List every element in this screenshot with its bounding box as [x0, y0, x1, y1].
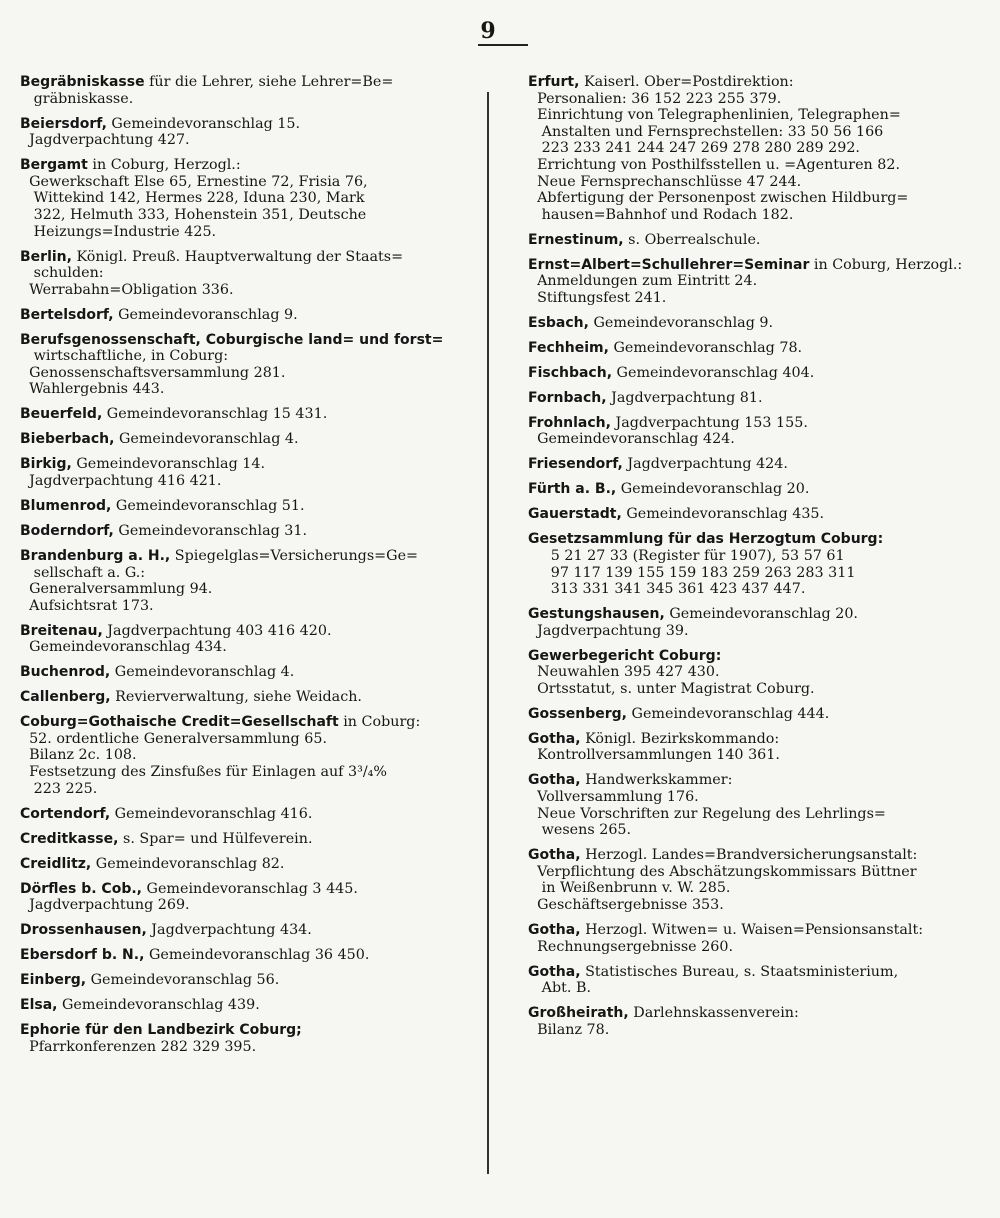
index-entry-line: 97 117 139 155 159 183 259 263 283 311 [528, 564, 856, 581]
index-headword: Birkig, [20, 456, 72, 473]
index-headword: Gesetzsammlung für das Herzogtum Coburg: [528, 531, 884, 548]
index-entry-line: Bilanz 78. [528, 1021, 610, 1038]
index-entry [20, 997, 460, 1014]
index-headword: Fornbach, [528, 389, 607, 406]
index-headword: Elsa, [20, 997, 58, 1014]
index-entry [528, 365, 970, 382]
index-entry-line: Gemeindevoranschlag 434. [20, 639, 227, 656]
index-entry-line: Anstalten und Fernsprechstellen: 33 50 56 166 [528, 123, 884, 140]
index-entry-first-line [20, 664, 460, 681]
index-entry-line: Heizungs=Industrie 425. [20, 223, 217, 240]
index-headword: Fürth a. B., [528, 481, 617, 498]
column-divider [487, 92, 489, 1174]
index-headword: Frohnlach, [528, 414, 611, 431]
index-entry-line: schulden: [20, 265, 104, 282]
index-entry-text: Jagdverpachtung 424. [622, 456, 788, 473]
index-entry-line: 313 331 341 345 361 423 437 447. [528, 581, 806, 598]
index-entry-text: Herzogl. Landes=Brandversicherungsanstalt: [580, 847, 918, 864]
index-entry-first-line [528, 456, 970, 473]
index-entry-line: Gemeindevoranschlag 424. [528, 431, 735, 448]
index-entry-text: Gemeindevoranschlag 9. [113, 306, 298, 323]
index-entry-first-line [20, 947, 460, 964]
index-entry-line: 223 233 241 244 247 269 278 280 289 292. [528, 140, 860, 157]
index-entry-first-line [528, 1005, 970, 1022]
index-entry-line: Neuwahlen 395 427 430. [528, 664, 720, 681]
index-entry-first-line [528, 415, 970, 432]
index-entry-first-line [528, 606, 970, 623]
index-entry-line: Bilanz 2c. 108. [20, 747, 137, 764]
index-entry-first-line [528, 772, 970, 789]
index-headword: Dörfles b. Cob., [20, 880, 142, 897]
index-entry-first-line [20, 972, 460, 989]
index-entry-text: Herzogl. Witwen= u. Waisen=Pensionsanstalt: [580, 921, 924, 938]
index-entry-text: Königl. Bezirkskommando: [580, 730, 780, 747]
index-headword: Gewerbegericht Coburg: [528, 647, 722, 664]
index-entry-text: Gemeindevoranschlag 20. [664, 606, 858, 623]
index-entry-line: sellschaft a. G.: [20, 564, 146, 581]
index-entry-line: Festsetzung des Zinsfußes für Einlagen auf 3³/₄% [20, 764, 387, 781]
index-entry-line: Aufsichtsrat 173. [20, 597, 154, 614]
index-entry-text: Gemeindevoranschlag 4. [114, 431, 299, 448]
index-entry-line: Vollversammlung 176. [528, 789, 699, 806]
index-entry-first-line [20, 997, 460, 1014]
index-headword: Fechheim, [528, 339, 609, 356]
index-headword: Ernestinum, [528, 231, 624, 248]
index-headword: Begräbniskasse [20, 74, 145, 90]
index-entry-first-line [20, 881, 460, 898]
index-entry [528, 481, 970, 498]
index-entry [20, 1022, 460, 1055]
index-entry [528, 922, 970, 955]
index-entry-first-line [528, 481, 970, 498]
index-entry-text: Gemeindevoranschlag 78. [608, 339, 803, 356]
index-entry-first-line [20, 548, 460, 565]
index-entry-line: Werrabahn=Obligation 336. [20, 281, 234, 298]
index-entry-text: Gemeindevoranschlag 9. [588, 314, 774, 331]
index-entry-first-line [20, 498, 460, 515]
index-entry-text: Jagdverpachtung 403 416 420. [102, 622, 332, 639]
index-headword: Ephorie für den Landbezirk Coburg; [20, 1022, 302, 1039]
index-entry-text: Gemeindevoranschlag 36 450. [144, 947, 370, 964]
index-entry-line: Personalien: 36 152 223 255 379. [528, 90, 782, 107]
index-headword: Creditkasse, [20, 830, 119, 847]
index-entry [20, 498, 460, 515]
index-headword: Gotha, [528, 921, 581, 938]
index-entry-text: Gemeindevoranschlag 444. [627, 705, 830, 722]
index-entry-text: Gemeindevoranschlag 435. [621, 506, 825, 523]
index-entry [528, 456, 970, 473]
index-headword: Callenberg, [20, 689, 111, 706]
index-headword: Ebersdorf b. N., [20, 947, 145, 964]
index-entry [528, 531, 970, 597]
index-headword: Beiersdorf, [20, 115, 107, 132]
index-entry [20, 806, 460, 823]
index-entry-first-line [20, 157, 460, 174]
index-headword: Gossenberg, [528, 705, 627, 722]
index-entry [528, 606, 970, 639]
index-entry [20, 74, 460, 107]
index-entry-line: Stiftungsfest 241. [528, 289, 667, 306]
index-entry-text: Gemeindevoranschlag 404. [612, 364, 815, 381]
index-entry [528, 257, 970, 307]
index-entry-first-line [528, 74, 970, 91]
index-entry-first-line [20, 116, 460, 133]
index-entry-text: Gemeindevoranschlag 15. [106, 115, 301, 132]
index-entry-first-line [528, 964, 970, 981]
index-entry-text: Gemeindevoranschlag 4. [110, 664, 295, 681]
index-headword: Gotha, [528, 847, 581, 864]
index-entry [20, 249, 460, 299]
index-entry-line: Rechnungsergebnisse 260. [528, 938, 733, 955]
index-entry-text: Königl. Preuß. Hauptverwaltung der Staats= [71, 248, 404, 265]
index-headword: Einberg, [20, 972, 87, 989]
index-entry-text: Gemeindevoranschlag 31. [113, 522, 308, 539]
index-entry [20, 623, 460, 656]
index-entry-first-line [528, 922, 970, 939]
index-entry-text: Gemeindevoranschlag 51. [111, 497, 305, 514]
index-entry [20, 856, 460, 873]
index-entry-text: Gemeindevoranschlag 15 431. [102, 406, 328, 423]
index-entry-first-line [20, 74, 460, 91]
index-entry [20, 431, 460, 448]
index-headword: Ernst=Albert=Schullehrer=Seminar [528, 256, 810, 273]
index-entry-first-line [528, 232, 970, 249]
index-entry-first-line [20, 1022, 460, 1039]
index-headword: Drossenhausen, [20, 922, 147, 939]
index-entry-first-line [528, 315, 970, 332]
index-entry [20, 523, 460, 540]
index-entry-line: 322, Helmuth 333, Hohenstein 351, Deutsche [20, 206, 367, 223]
index-entry-first-line [528, 390, 970, 407]
index-entry-line: Wittekind 142, Hermes 228, Iduna 230, Mark [20, 190, 365, 207]
index-entry-first-line [20, 249, 460, 266]
index-entry-first-line [528, 365, 970, 382]
index-entry-first-line [20, 332, 460, 349]
page-number-rule [478, 44, 528, 46]
index-entry-line: Abfertigung der Personenpost zwischen Hildburg= [528, 190, 909, 207]
index-entry [20, 456, 460, 489]
index-entry-text: in Coburg: [338, 714, 421, 731]
index-entry [528, 1005, 970, 1038]
index-headword: Buchenrod, [20, 664, 111, 681]
index-entry [528, 964, 970, 997]
index-entry-line: Anmeldungen zum Eintritt 24. [528, 273, 758, 290]
index-entry-first-line [528, 531, 970, 548]
index-entry [20, 664, 460, 681]
index-entry [20, 922, 460, 939]
index-entry-line: Neue Fernsprechanschlüsse 47 244. [528, 173, 802, 190]
index-headword: Berufsgenossenschaft, Coburgische land= und forst= [20, 331, 444, 348]
index-entry-line: Jagdverpachtung 416 421. [20, 473, 222, 489]
index-entry-text: Revierverwaltung, siehe Weidach. [110, 689, 362, 706]
index-entry-text: Gemeindevoranschlag 416. [110, 805, 313, 822]
index-entry [20, 831, 460, 848]
index-entry-first-line [20, 714, 460, 731]
index-headword: Blumenrod, [20, 497, 112, 514]
index-entry-line: Gewerkschaft Else 65, Ernestine 72, Frisia 76, [20, 173, 368, 190]
index-headword: Fischbach, [528, 364, 613, 381]
index-headword: Gauerstadt, [528, 506, 622, 523]
index-entry [528, 731, 970, 764]
index-entry-first-line [20, 623, 460, 640]
index-headword: Gotha, [528, 772, 581, 789]
index-entry-text: s. Oberrealschule. [623, 231, 761, 248]
left-column [20, 74, 460, 1064]
index-entry [528, 506, 970, 523]
right-column [528, 74, 970, 1047]
index-entry-line: Verpflichtung des Abschätzungskommissars Büttner [528, 863, 917, 880]
index-entry-text: Jagdverpachtung 153 155. [610, 414, 808, 431]
index-entry [528, 74, 970, 223]
index-headword: Creidlitz, [20, 855, 92, 872]
index-entry [20, 332, 460, 398]
index-entry-first-line [20, 806, 460, 823]
index-entry-first-line [20, 689, 460, 706]
index-entry [20, 116, 460, 149]
index-entry-line: wirtschaftliche, in Coburg: [20, 348, 229, 365]
index-headword: Bergamt [20, 157, 88, 174]
index-entry [528, 706, 970, 723]
index-headword: Gotha, [528, 730, 581, 747]
index-entry-line: wesens 265. [528, 822, 632, 839]
index-entry-text: Gemeindevoranschlag 82. [91, 855, 285, 872]
index-entry-line: Jagdverpachtung 269. [20, 897, 190, 914]
index-entry [528, 415, 970, 448]
index-entry [528, 648, 970, 698]
index-entry-first-line [528, 706, 970, 723]
index-entry-text: Jagdverpachtung 434. [146, 922, 312, 939]
index-entry [20, 157, 460, 240]
index-entry [20, 714, 460, 797]
index-entry-first-line [528, 648, 970, 665]
index-entry-first-line [528, 257, 970, 274]
index-entry-line: Genossenschaftsversammlung 281. [20, 364, 286, 381]
index-headword: Bertelsdorf, [20, 306, 114, 323]
index-entry [20, 307, 460, 324]
index-headword: Gotha, [528, 963, 581, 980]
index-entry-first-line [20, 523, 460, 540]
index-headword: Cortendorf, [20, 805, 111, 822]
index-entry-line: in Weißenbrunn v. W. 285. [528, 880, 731, 897]
index-entry-text: in Coburg, Herzogl.: [87, 157, 241, 174]
index-entry-line: Kontrollversammlungen 140 361. [528, 747, 780, 764]
index-entry-line: Abt. B. [528, 980, 591, 997]
index-entry-line: Ortsstatut, s. unter Magistrat Coburg. [528, 680, 815, 697]
index-entry-first-line [20, 456, 460, 473]
index-entry-line: Wahlergebnis 443. [20, 381, 165, 398]
index-headword: Bieberbach, [20, 431, 115, 448]
index-entry [528, 315, 970, 332]
index-entry-text: in Coburg, Herzogl.: [809, 256, 963, 273]
index-entry-line: 5 21 27 33 (Register für 1907), 53 57 61 [528, 547, 845, 564]
index-entry-text: Jagdverpachtung 81. [606, 389, 763, 406]
index-entry [528, 772, 970, 838]
index-entry-text: Darlehnskassenverein: [628, 1005, 799, 1022]
index-headword: Brandenburg a. H., [20, 547, 171, 564]
index-entry-text: Gemeindevoranschlag 14. [71, 456, 265, 473]
index-entry-text: Gemeindevoranschlag 3 445. [142, 880, 358, 897]
index-entry-text: Gemeindevoranschlag 56. [86, 972, 280, 989]
index-entry-text: Gemeindevoranschlag 20. [616, 481, 810, 498]
index-entry-line: Errichtung von Posthilfsstellen u. =Agenturen 82. [528, 156, 901, 173]
index-entry [20, 972, 460, 989]
index-entry-line: gräbniskasse. [20, 90, 134, 107]
index-entry-first-line [528, 731, 970, 748]
index-entry [20, 881, 460, 914]
index-entry [20, 548, 460, 614]
index-headword: Gestungshausen, [528, 606, 665, 623]
index-entry-first-line [20, 856, 460, 873]
index-entry-line: Pfarrkonferenzen 282 329 395. [20, 1038, 257, 1055]
index-entry-line: Jagdverpachtung 39. [528, 622, 689, 639]
index-entry-line: Geschäftsergebnisse 353. [528, 896, 724, 913]
index-entry-first-line [528, 506, 970, 523]
index-entry [528, 847, 970, 913]
index-entry-line: Jagdverpachtung 427. [20, 132, 190, 149]
index-headword: Friesendorf, [528, 456, 623, 473]
index-headword: Esbach, [528, 314, 589, 331]
index-entry-line: Generalversammlung 94. [20, 581, 213, 598]
index-entry-line: 52. ordentliche Generalversammlung 65. [20, 730, 327, 747]
index-entry-first-line [20, 406, 460, 423]
index-entry-text: für die Lehrer, siehe Lehrer=Be= [144, 74, 394, 90]
index-entry [20, 689, 460, 706]
index-entry-text: Spiegelglas=Versicherungs=Ge= [170, 547, 419, 564]
index-entry [528, 340, 970, 357]
index-headword: Breitenau, [20, 622, 103, 639]
index-headword: Erfurt, [528, 74, 580, 90]
index-entry [20, 947, 460, 964]
index-entry-line: hausen=Bahnhof und Rodach 182. [528, 206, 794, 223]
index-entry-first-line [20, 431, 460, 448]
page-number: 9 [480, 18, 496, 44]
index-entry-line: 223 225. [20, 780, 98, 797]
index-headword: Beuerfeld, [20, 406, 103, 423]
index-entry-first-line [528, 340, 970, 357]
index-headword: Boderndorf, [20, 522, 114, 539]
index-entry-text: Statistisches Bureau, s. Staatsministerium, [580, 963, 899, 980]
index-entry-first-line [528, 847, 970, 864]
index-entry-first-line [20, 922, 460, 939]
index-entry [528, 232, 970, 249]
index-entry-first-line [20, 831, 460, 848]
index-headword: Coburg=Gothaische Credit=Gesellschaft [20, 714, 339, 731]
index-headword: Großheirath, [528, 1005, 629, 1022]
index-entry [528, 390, 970, 407]
index-entry-line: Einrichtung von Telegraphenlinien, Telegraphen= [528, 107, 901, 124]
index-headword: Berlin, [20, 248, 72, 265]
index-entry-line: Neue Vorschriften zur Regelung des Lehrlings= [528, 805, 886, 822]
index-entry-first-line [20, 307, 460, 324]
index-entry-text: Gemeindevoranschlag 439. [57, 997, 260, 1014]
index-entry-text: Handwerkskammer: [580, 772, 733, 789]
index-entry-text: Kaiserl. Ober=Postdirektion: [579, 74, 794, 90]
index-entry [20, 406, 460, 423]
index-entry-text: s. Spar= und Hülfeverein. [118, 830, 313, 847]
